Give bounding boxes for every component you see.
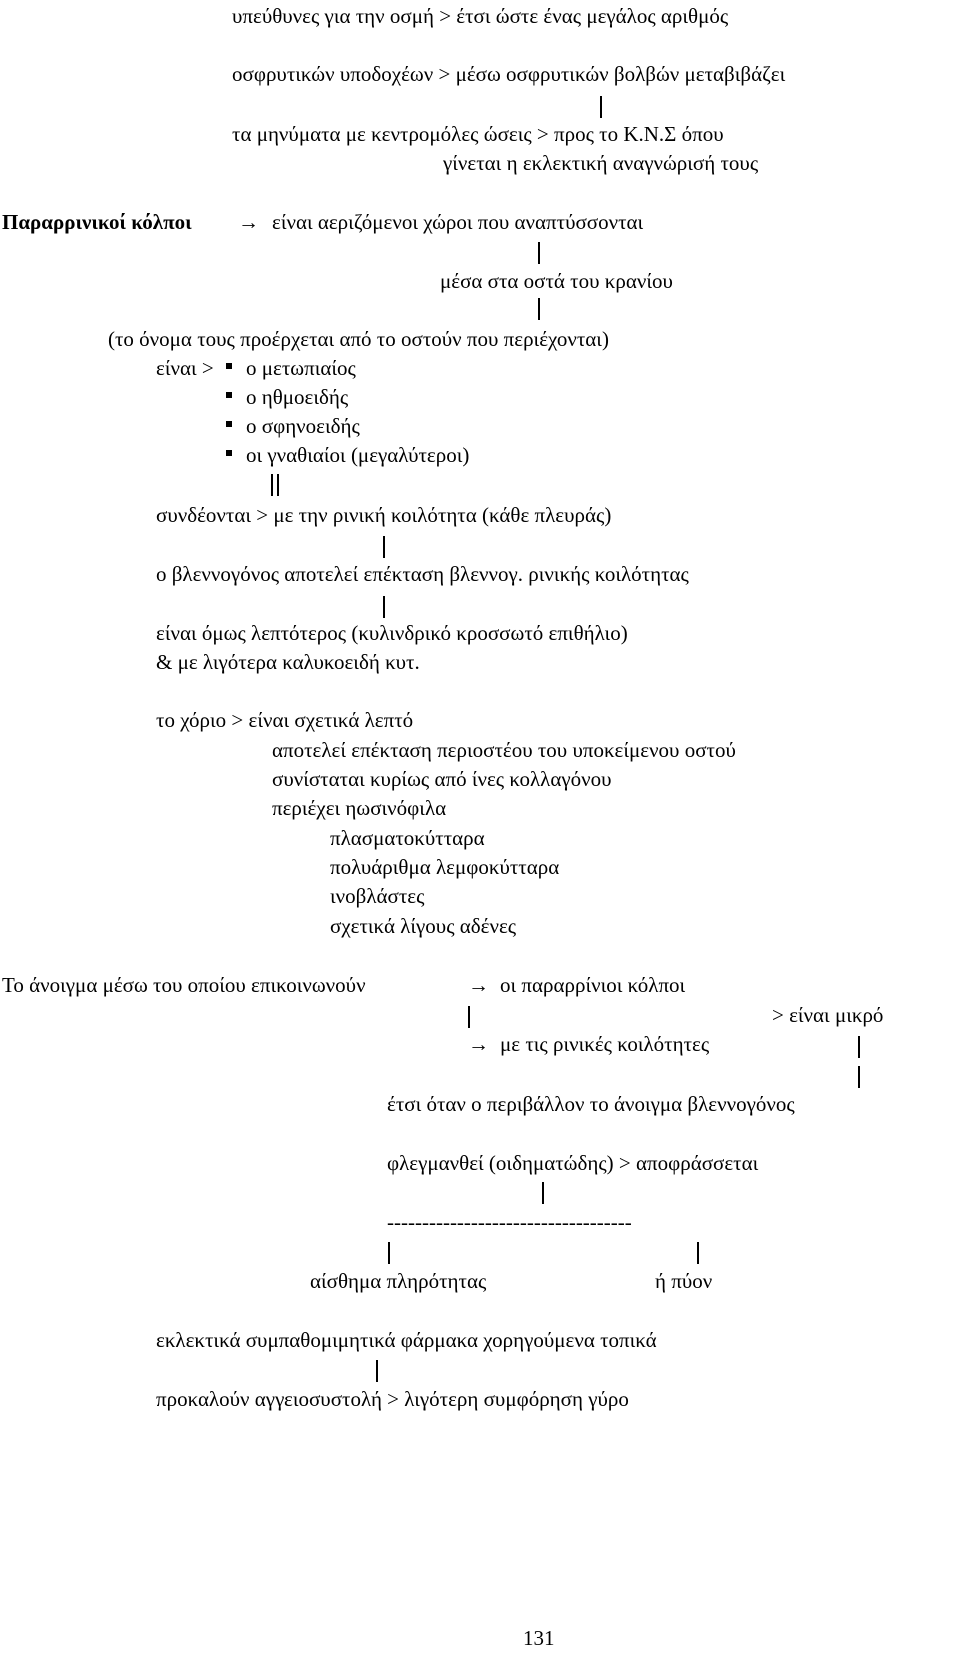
chorion-sub-item: σχετικά λίγους αδένες xyxy=(330,914,517,938)
opening-is-small: > είναι μικρό xyxy=(772,1003,884,1027)
sinus-in-bones: μέσα στα οστά του κρανίου xyxy=(440,269,673,293)
chorion-sub-item: ινοβλάστες xyxy=(330,884,425,908)
arrow-glyph: → xyxy=(238,210,259,234)
page-number: 131 xyxy=(523,1626,555,1650)
arrow-glyph: → xyxy=(468,1032,489,1056)
connector-double-bar xyxy=(277,474,279,496)
opening-fullness: αίσθημα πληρότητας xyxy=(310,1269,487,1293)
sinus-connect: συνδέονται > με την ρινική κοιλότητα (κάθε πλευράς) xyxy=(156,503,612,527)
opening-or-pus: ή πύον xyxy=(655,1269,713,1293)
chorion-sub-item: πολυάριθμα λεμφοκύτταρα xyxy=(330,855,560,879)
text-line-olfaction-1: υπεύθυνες για την οσμή > έτσι ώστε ένας μεγάλος αριθμός xyxy=(232,4,729,28)
bullet-square-icon xyxy=(226,363,232,369)
opening-inflamed: φλεγμανθεί (οιδηματώδης) > αποφράσσεται xyxy=(387,1151,759,1175)
connector-bar xyxy=(376,1360,378,1382)
connector-bar xyxy=(468,1006,470,1028)
connector-double-bar xyxy=(271,474,273,496)
sinus-definition: είναι αεριζόμενοι χώροι που αναπτύσσονται xyxy=(272,210,644,234)
connector-bar xyxy=(538,242,540,264)
bullet-square-icon xyxy=(226,392,232,398)
connector-bar xyxy=(538,298,540,320)
opening-nasal: με τις ρινικές κοιλότητες xyxy=(500,1032,710,1056)
connector-bar xyxy=(388,1242,390,1264)
sinus-list-item: ο ηθμοειδής xyxy=(246,385,349,409)
drugs-line: εκλεκτικά συμπαθομιμητικά φάρμακα χορηγούμενα τοπικά xyxy=(156,1328,657,1352)
chorion-heading: το χόριο > είναι σχετικά λεπτό xyxy=(156,708,414,732)
text-line-olfaction-2: οσφρυτικών υποδοχέων > μέσω οσφρυτικών βολβών μεταβιβάζει xyxy=(232,62,786,86)
sinus-list-item: ο μετωπιαίος xyxy=(246,356,356,380)
sinus-name-origin: (το όνομα τους προέρχεται από το οστούν που περιέχονται) xyxy=(108,327,609,351)
text-line-olfaction-4: γίνεται η εκλεκτική αναγνώρισή τους xyxy=(443,151,759,175)
connector-bar xyxy=(858,1066,860,1088)
bullet-square-icon xyxy=(226,450,232,456)
connector-bar xyxy=(383,596,385,618)
text-line-olfaction-3: τα μηνύματα με κεντρομόλες ώσεις > προς το Κ.Ν.Σ όπου xyxy=(232,122,724,146)
sinus-heading: Παραρρινικοί κόλποι xyxy=(2,210,192,234)
connector-bar xyxy=(600,96,602,118)
sinus-are-label: είναι > xyxy=(156,356,214,380)
connector-bar xyxy=(858,1036,860,1058)
connector-bar xyxy=(697,1242,699,1264)
opening-so-when: έτσι όταν ο περιβάλλον το άνοιγμα βλεννογόνος xyxy=(387,1092,795,1116)
connector-bar xyxy=(383,536,385,558)
connector-bar xyxy=(542,1182,544,1204)
opening-heading: Το άνοιγμα μέσω του οποίου επικοινωνούν xyxy=(2,973,366,997)
chorion-line: περιέχει ηωσινόφιλα xyxy=(272,796,447,820)
sinus-thinner: είναι όμως λεπτότερος (κυλινδρικό κροσσωτό επιθήλιο) xyxy=(156,621,628,645)
bullet-square-icon xyxy=(226,421,232,427)
chorion-line: συνίσταται κυρίως από ίνες κολλαγόνου xyxy=(272,767,612,791)
sinus-mucosa: ο βλεννογόνος αποτελεί επέκταση βλεννογ. ρινικής κοιλότητας xyxy=(156,562,689,586)
dashed-divider: ----------------------------------- xyxy=(387,1210,632,1234)
vasoconstriction-line: προκαλούν αγγειοσυστολή > λιγότερη συμφόρηση γύρο xyxy=(156,1387,629,1411)
opening-sinuses: οι παραρρίνιοι κόλποι xyxy=(500,973,686,997)
sinus-fewer-goblet: & με λιγότερα καλυκοειδή κυτ. xyxy=(156,650,420,674)
sinus-list-item: ο σφηνοειδής xyxy=(246,414,360,438)
chorion-sub-item: πλασματοκύτταρα xyxy=(330,826,485,850)
arrow-glyph: → xyxy=(468,973,489,997)
sinus-list-item: οι γναθιαίοι (μεγαλύτεροι) xyxy=(246,443,470,467)
chorion-line: αποτελεί επέκταση περιοστέου του υποκείμενου οστού xyxy=(272,738,736,762)
